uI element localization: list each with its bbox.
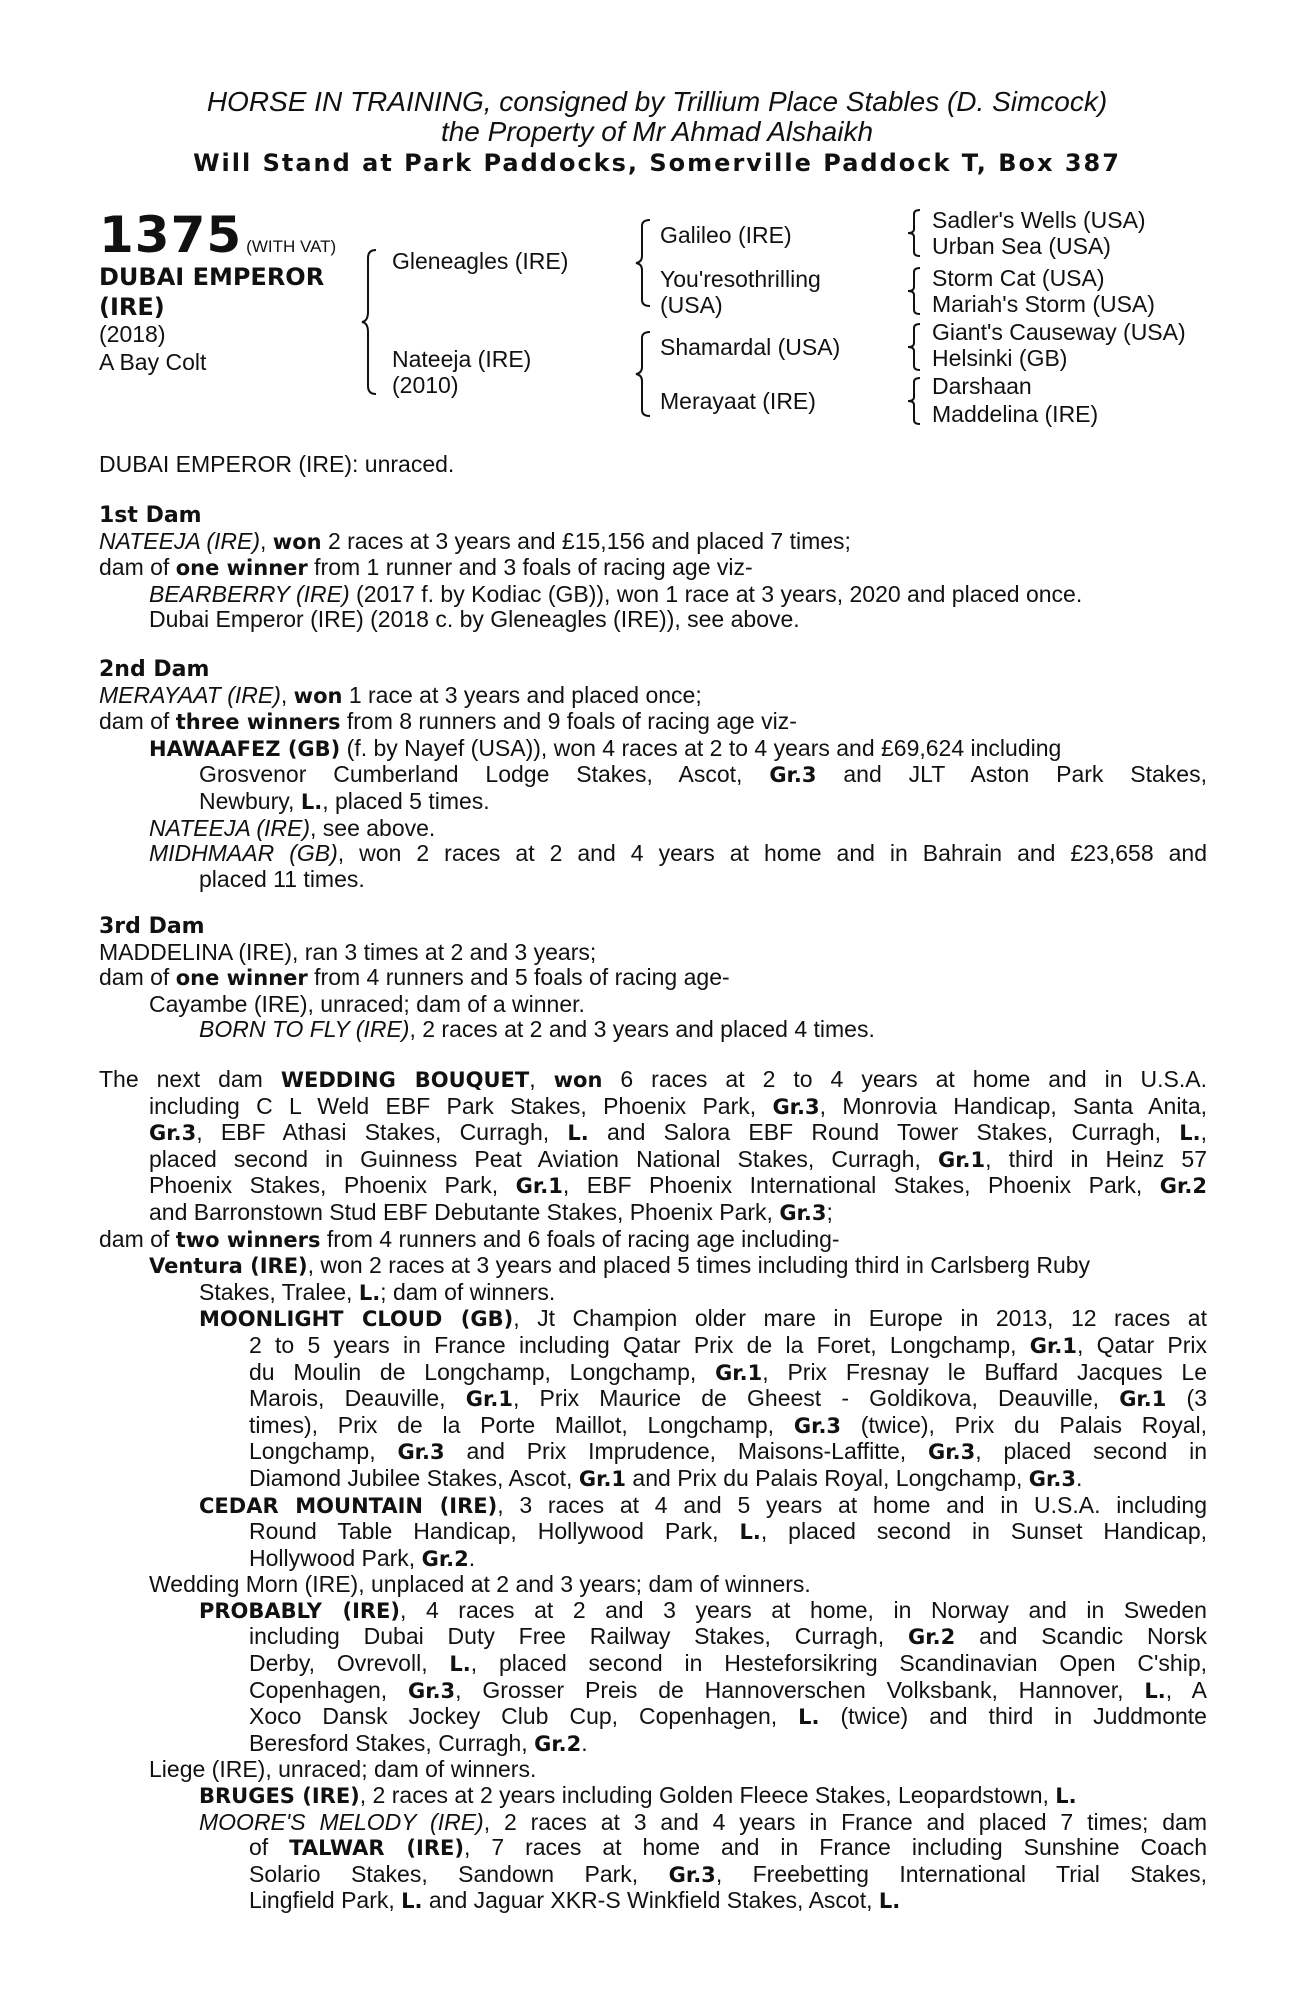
text-line: Phoenix Stakes, Phoenix Park, Gr.1, EBF Phoenix International Stakes, Phoenix Park, Gr.2 xyxy=(149,1172,1207,1199)
text-line: Copenhagen, Gr.3, Grosser Preis de Hannoverschen Volksbank, Hannover, L., A xyxy=(249,1676,1207,1703)
second-dam-section xyxy=(99,657,1207,892)
text-line: BORN TO FLY (IRE), 2 races at 2 and 3 years and placed 4 times. xyxy=(199,1016,875,1043)
produce-name: MOONLIGHT CLOUD (GB) xyxy=(199,1307,514,1332)
produce-line: Cayambe (IRE), unraced; dam of a winner. xyxy=(149,990,585,1017)
next-dam-section xyxy=(99,1067,1207,1915)
pedigree-sire-dam-line2: (USA) xyxy=(660,292,723,318)
first-dam-heading: 1st Dam xyxy=(99,503,202,528)
text-line: placed second in Guinness Peat Aviation National Stakes, Curragh, Gr.1, third in Heinz 57 xyxy=(149,1145,1207,1172)
produce-line: Wedding Morn (IRE), unplaced at 2 and 3 years; dam of winners. xyxy=(149,1571,811,1598)
text-line: MOONLIGHT CLOUD (GB), Jt Champion older mare in Europe in 2013, 12 races at xyxy=(199,1305,1207,1332)
text-line: of TALWAR (IRE), 7 races at home and in France including Sunshine Coach xyxy=(249,1834,1207,1861)
text-line: NATEEJA (IRE), won 2 races at 3 years and £15,156 and placed 7 times; xyxy=(99,527,851,554)
pedigree-g4: Mariah's Storm (USA) xyxy=(932,291,1155,317)
stand-line: Will Stand at Park Paddocks, Somerville Paddock T, Box 387 xyxy=(193,149,1121,177)
text-line: HAWAAFEZ (GB) (f. by Nayef (USA)), won 4 races at 2 to 4 years and £69,624 including xyxy=(149,734,1062,761)
pedigree-brace-g4 xyxy=(906,376,924,426)
next-dam-name: WEDDING BOUQUET xyxy=(280,1068,530,1092)
pedigree-brace-sire-dam xyxy=(360,248,380,396)
text-line: placed 11 times. xyxy=(199,865,365,892)
text-line: Xoco Dansk Jockey Club Cup, Copenhagen, L. (twice) and third in Juddmonte xyxy=(249,1703,1207,1730)
text-line: Derby, Ovrevoll, L., placed second in Hesteforsikring Scandinavian Open C'ship, xyxy=(249,1650,1207,1677)
pedigree-brace-dam-line xyxy=(634,330,654,418)
produce-name: BORN TO FLY (IRE) xyxy=(199,1016,410,1043)
text-line: dam of three winners from 8 runners and 9 foals of racing age viz- xyxy=(99,708,797,735)
text-line: BRUGES (IRE), 2 races at 2 years including Golden Fleece Stakes, Leopardstown, L. xyxy=(199,1782,1077,1809)
text-line: times), Prix de la Porte Maillot, Longchamp, Gr.3 (twice), Prix du Palais Royal, xyxy=(249,1411,1207,1438)
pedigree-sire-sire: Galileo (IRE) xyxy=(660,222,792,248)
horse-description: A Bay Colt xyxy=(99,349,207,375)
produce-name: TALWAR (IRE) xyxy=(289,1836,464,1861)
vat-label: (WITH VAT) xyxy=(246,237,337,256)
text-line: including Dubai Duty Free Railway Stakes, Curragh, Gr.2 and Scandic Norsk xyxy=(249,1623,1208,1650)
text-line: Grosvenor Cumberland Lodge Stakes, Ascot, Gr.3 and JLT Aston Park Stakes, xyxy=(199,761,1207,788)
produce-name: BRUGES (IRE) xyxy=(199,1784,360,1809)
pedigree-g2: Urban Sea (USA) xyxy=(932,233,1111,259)
pedigree-dam: Nateeja (IRE) xyxy=(392,346,532,372)
text-line: CEDAR MOUNTAIN (IRE), 3 races at 4 and 5 years at home and in U.S.A. including xyxy=(199,1491,1207,1518)
pedigree-g1: Sadler's Wells (USA) xyxy=(932,207,1146,233)
second-dam-name: MERAYAAT (IRE) xyxy=(99,681,281,708)
pedigree-brace-g1 xyxy=(906,208,924,258)
text-line: Stakes, Tralee, L.; dam of winners. xyxy=(199,1278,556,1305)
text-line: dam of one winner from 1 runner and 3 foals of racing age viz- xyxy=(99,554,753,581)
lot-number-block xyxy=(99,206,336,264)
winners-count: one winner xyxy=(175,556,308,581)
text-line: dam of one winner from 4 runners and 5 foals of racing age- xyxy=(99,964,730,991)
text-line: Newbury, L., placed 5 times. xyxy=(199,787,490,814)
produce-name: NATEEJA (IRE) xyxy=(149,814,311,841)
text-line: and Barronstown Stud EBF Debutante Stakes, Phoenix Park, Gr.3; xyxy=(149,1198,833,1225)
text-line: The next dam WEDDING BOUQUET, won 6 races at 2 to 4 years at home and in U.S.A. xyxy=(99,1066,1207,1092)
pedigree-sire: Gleneagles (IRE) xyxy=(392,248,569,274)
produce-name: MIDHMAAR (GB) xyxy=(149,840,338,867)
text-line: Lingfield Park, L. and Jaguar XKR-S Winkfield Stakes, Ascot, L. xyxy=(249,1887,901,1914)
won-label: won xyxy=(272,529,322,554)
text-line: including C L Weld EBF Park Stakes, Phoenix Park, Gr.3, Monrovia Handicap, Santa Anita, xyxy=(149,1092,1207,1119)
first-dam-section xyxy=(99,503,1209,633)
text-line: Gr.3, EBF Athasi Stakes, Curragh, L. and Salora EBF Round Tower Stakes, Curragh, L., xyxy=(149,1119,1207,1146)
text-line: Round Table Handicap, Hollywood Park, L., placed second in Sunset Handicap, xyxy=(249,1518,1207,1545)
third-dam-heading: 3rd Dam xyxy=(99,914,205,939)
text-line: Beresford Stakes, Curragh, Gr.2. xyxy=(249,1729,588,1756)
third-dam-name: MADDELINA (IRE), ran 3 times at 2 and 3 years; xyxy=(99,938,597,965)
produce-name: CEDAR MOUNTAIN (IRE) xyxy=(199,1493,498,1518)
produce-name: PROBABLY (IRE) xyxy=(199,1598,400,1623)
pedigree-dam-dam: Merayaat (IRE) xyxy=(660,388,816,414)
text-line: Diamond Jubilee Stakes, Ascot, Gr.1 and Prix du Palais Royal, Longchamp, Gr.3. xyxy=(249,1464,1083,1491)
pedigree-brace-sire-line xyxy=(634,218,654,308)
foaling-year: (2018) xyxy=(99,321,166,347)
horse-meta xyxy=(99,320,206,376)
text-line: Hollywood Park, Gr.2. xyxy=(249,1544,476,1571)
winners-count: three winners xyxy=(175,710,341,735)
text-line: Longchamp, Gr.3 and Prix Imprudence, Maisons-Laffitte, Gr.3, placed second in xyxy=(249,1438,1208,1465)
first-dam-name: NATEEJA (IRE) xyxy=(99,527,261,554)
winners-count: one winner xyxy=(175,966,308,991)
third-dam-section xyxy=(99,914,1207,1043)
second-dam-heading: 2nd Dam xyxy=(99,657,210,682)
produce-name: BEARBERRY (IRE) xyxy=(149,580,350,607)
pedigree-g7: Darshaan xyxy=(932,373,1032,399)
text-line: du Moulin de Longchamp, Longchamp, Gr.1, Prix Fresnay le Buffard Jacques Le xyxy=(249,1358,1207,1385)
pedigree-g6: Helsinki (GB) xyxy=(932,345,1068,371)
pedigree-brace-g3 xyxy=(906,322,924,372)
produce-name: MOORE'S MELODY (IRE) xyxy=(199,1808,484,1835)
pedigree-brace-g2 xyxy=(906,266,924,316)
pedigree-g8: Maddelina (IRE) xyxy=(932,401,1099,427)
pedigree-sire-dam-line1: You'resothrilling xyxy=(660,266,821,292)
pedigree-g3: Storm Cat (USA) xyxy=(932,265,1105,291)
text-line: Solario Stakes, Sandown Park, Gr.3, Freebetting International Trial Stakes, xyxy=(249,1860,1208,1887)
horse-name-line1: DUBAI EMPEROR xyxy=(99,263,325,291)
text-line: Ventura (IRE), won 2 races at 3 years and placed 5 times including third in Carlsberg Ruby xyxy=(149,1252,1091,1279)
winners-count: two winners xyxy=(175,1227,321,1252)
property-line: the Property of Mr Ahmad Alshaikh xyxy=(440,116,874,147)
text-line: MIDHMAAR (GB), won 2 races at 2 and 4 years at home and in Bahrain and £23,658 and xyxy=(149,840,1207,867)
text-line: dam of two winners from 4 runners and 6 foals of racing age including- xyxy=(99,1225,840,1252)
produce-line: Dubai Emperor (IRE) (2018 c. by Gleneagles (IRE)), see above. xyxy=(149,606,800,633)
text-line: MERAYAAT (IRE), won 1 race at 3 years and placed once; xyxy=(99,681,702,708)
consignor-line: HORSE IN TRAINING, consigned by Trillium Place Stables (D. Simcock) xyxy=(206,86,1108,117)
text-line: MOORE'S MELODY (IRE), 2 races at 3 and 4 years in France and placed 7 times; dam xyxy=(199,1808,1208,1835)
produce-name: HAWAAFEZ (GB) xyxy=(149,736,341,761)
produce-name: Ventura (IRE) xyxy=(149,1254,308,1279)
text-line: PROBABLY (IRE), 4 races at 2 and 3 years at home, in Norway and in Sweden xyxy=(199,1596,1207,1623)
pedigree-dam-year: (2010) xyxy=(392,372,459,398)
pedigree-g5: Giant's Causeway (USA) xyxy=(932,319,1186,345)
text-line: NATEEJA (IRE), see above. xyxy=(149,814,436,841)
lot-number: 1375 xyxy=(99,206,243,264)
text-line: 2 to 5 years in France including Qatar Prix de la Foret, Longchamp, Gr.1, Qatar Prix xyxy=(249,1331,1207,1358)
text-line: BEARBERRY (IRE) (2017 f. by Kodiac (GB)), won 1 race at 3 years, 2020 and placed once. xyxy=(149,580,1083,607)
pedigree-dam-sire: Shamardal (USA) xyxy=(660,334,841,360)
text-line: Marois, Deauville, Gr.1, Prix Maurice de Gheest - Goldikova, Deauville, Gr.1 (3 xyxy=(249,1385,1208,1412)
race-record: DUBAI EMPEROR (IRE): unraced. xyxy=(99,451,455,477)
produce-line: Liege (IRE), unraced; dam of winners. xyxy=(149,1756,537,1783)
horse-name xyxy=(99,262,349,322)
horse-name-line2: (IRE) xyxy=(99,293,165,321)
